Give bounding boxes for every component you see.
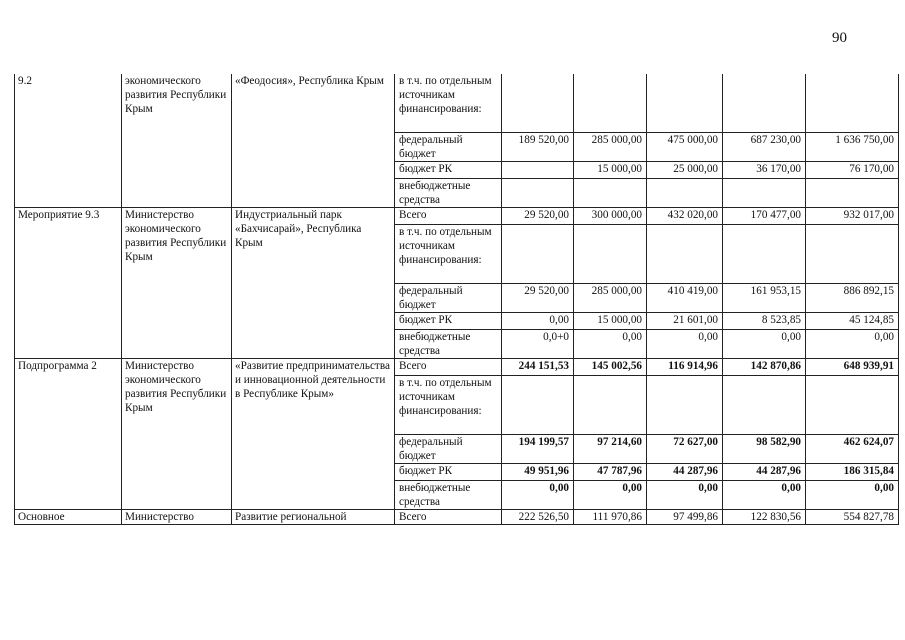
amount-cell <box>574 376 647 435</box>
amount-cell: 15 000,00 <box>574 162 647 179</box>
amount-cell: 886 892,15 <box>806 284 899 313</box>
amount-cell: 0,00 <box>647 481 723 510</box>
amount-cell <box>723 376 806 435</box>
table-row <box>15 510 899 525</box>
row-code: Мероприятие 9.3 <box>15 208 122 359</box>
row-name: Развитие региональной <box>232 510 395 525</box>
source-label: внебюджетные средства <box>395 481 502 510</box>
source-label: Всего <box>395 359 502 376</box>
amount-cell: 0,00 <box>806 481 899 510</box>
amount-cell: 0,00 <box>502 313 574 330</box>
amount-cell <box>806 225 899 284</box>
amount-cell: 111 970,86 <box>574 510 647 525</box>
amount-cell: 1 636 750,00 <box>806 133 899 162</box>
amount-cell: 0,00 <box>723 330 806 359</box>
source-label: федеральный бюджет <box>395 133 502 162</box>
amount-cell: 0,00 <box>806 330 899 359</box>
amount-cell: 0,0+0 <box>502 330 574 359</box>
amount-cell: 21 601,00 <box>647 313 723 330</box>
amount-cell <box>647 225 723 284</box>
amount-cell: 554 827,78 <box>806 510 899 525</box>
amount-cell: 285 000,00 <box>574 133 647 162</box>
row-executor: Министерство экономического развития Республики Крым <box>122 359 232 510</box>
amount-cell <box>502 376 574 435</box>
amount-cell <box>723 179 806 208</box>
amount-cell: 0,00 <box>723 481 806 510</box>
amount-cell: 36 170,00 <box>723 162 806 179</box>
amount-cell: 0,00 <box>502 481 574 510</box>
amount-cell <box>502 179 574 208</box>
table-row <box>15 74 899 133</box>
amount-cell <box>502 74 574 133</box>
amount-cell: 687 230,00 <box>723 133 806 162</box>
amount-cell: 142 870,86 <box>723 359 806 376</box>
amount-cell <box>806 376 899 435</box>
amount-cell: 186 315,84 <box>806 464 899 481</box>
amount-cell: 97 499,86 <box>647 510 723 525</box>
amount-cell <box>574 225 647 284</box>
source-label: Всего <box>395 510 502 525</box>
amount-cell <box>806 179 899 208</box>
source-label: федеральный бюджет <box>395 435 502 464</box>
amount-cell <box>806 74 899 133</box>
amount-cell: 410 419,00 <box>647 284 723 313</box>
amount-cell: 44 287,96 <box>647 464 723 481</box>
amount-cell <box>574 74 647 133</box>
source-label: внебюджетные средства <box>395 179 502 208</box>
amount-cell: 98 582,90 <box>723 435 806 464</box>
amount-cell: 300 000,00 <box>574 208 647 225</box>
table-row <box>15 359 899 376</box>
amount-cell: 45 124,85 <box>806 313 899 330</box>
amount-cell: 0,00 <box>574 330 647 359</box>
amount-cell: 47 787,96 <box>574 464 647 481</box>
amount-cell: 170 477,00 <box>723 208 806 225</box>
amount-cell: 475 000,00 <box>647 133 723 162</box>
amount-cell: 0,00 <box>647 330 723 359</box>
amount-cell <box>723 225 806 284</box>
row-executor: экономического развития Республики Крым <box>122 74 232 208</box>
amount-cell: 8 523,85 <box>723 313 806 330</box>
amount-cell: 0,00 <box>574 481 647 510</box>
amount-cell <box>723 74 806 133</box>
source-label: в т.ч. по отдельным источникам финансирования: <box>395 225 502 284</box>
amount-cell: 194 199,57 <box>502 435 574 464</box>
table-row <box>15 208 899 225</box>
source-label: бюджет РК <box>395 162 502 179</box>
source-label: федеральный бюджет <box>395 284 502 313</box>
amount-cell <box>647 179 723 208</box>
amount-cell <box>574 179 647 208</box>
row-code: Основное <box>15 510 122 525</box>
amount-cell: 932 017,00 <box>806 208 899 225</box>
amount-cell: 49 951,96 <box>502 464 574 481</box>
amount-cell: 97 214,60 <box>574 435 647 464</box>
source-label: бюджет РК <box>395 313 502 330</box>
amount-cell: 222 526,50 <box>502 510 574 525</box>
amount-cell: 122 830,56 <box>723 510 806 525</box>
row-executor: Министерство <box>122 510 232 525</box>
amount-cell: 432 020,00 <box>647 208 723 225</box>
amount-cell: 76 170,00 <box>806 162 899 179</box>
financing-table <box>14 74 899 525</box>
amount-cell: 29 520,00 <box>502 208 574 225</box>
amount-cell: 44 287,96 <box>723 464 806 481</box>
source-label: в т.ч. по отдельным источникам финансирования: <box>395 376 502 435</box>
amount-cell: 189 520,00 <box>502 133 574 162</box>
row-name: Индустриальный парк «Бахчисарай», Республика Крым <box>232 208 395 359</box>
amount-cell: 116 914,96 <box>647 359 723 376</box>
amount-cell: 161 953,15 <box>723 284 806 313</box>
amount-cell: 25 000,00 <box>647 162 723 179</box>
amount-cell: 285 000,00 <box>574 284 647 313</box>
source-label: Всего <box>395 208 502 225</box>
amount-cell: 145 002,56 <box>574 359 647 376</box>
source-label: в т.ч. по отдельным источникам финансирования: <box>395 74 502 133</box>
source-label: бюджет РК <box>395 464 502 481</box>
row-name: «Феодосия», Республика Крым <box>232 74 395 208</box>
amount-cell: 15 000,00 <box>574 313 647 330</box>
amount-cell: 29 520,00 <box>502 284 574 313</box>
source-label: внебюджетные средства <box>395 330 502 359</box>
row-code: Подпрограмма 2 <box>15 359 122 510</box>
amount-cell: 648 939,91 <box>806 359 899 376</box>
row-executor: Министерство экономического развития Республики Крым <box>122 208 232 359</box>
row-code: 9.2 <box>15 74 122 208</box>
page-number: 90 <box>832 30 847 46</box>
row-name: «Развитие предпринимательства и инновационной деятельности в Республике Крым» <box>232 359 395 510</box>
amount-cell <box>502 225 574 284</box>
amount-cell: 244 151,53 <box>502 359 574 376</box>
amount-cell <box>502 162 574 179</box>
amount-cell: 462 624,07 <box>806 435 899 464</box>
amount-cell: 72 627,00 <box>647 435 723 464</box>
amount-cell <box>647 376 723 435</box>
amount-cell <box>647 74 723 133</box>
